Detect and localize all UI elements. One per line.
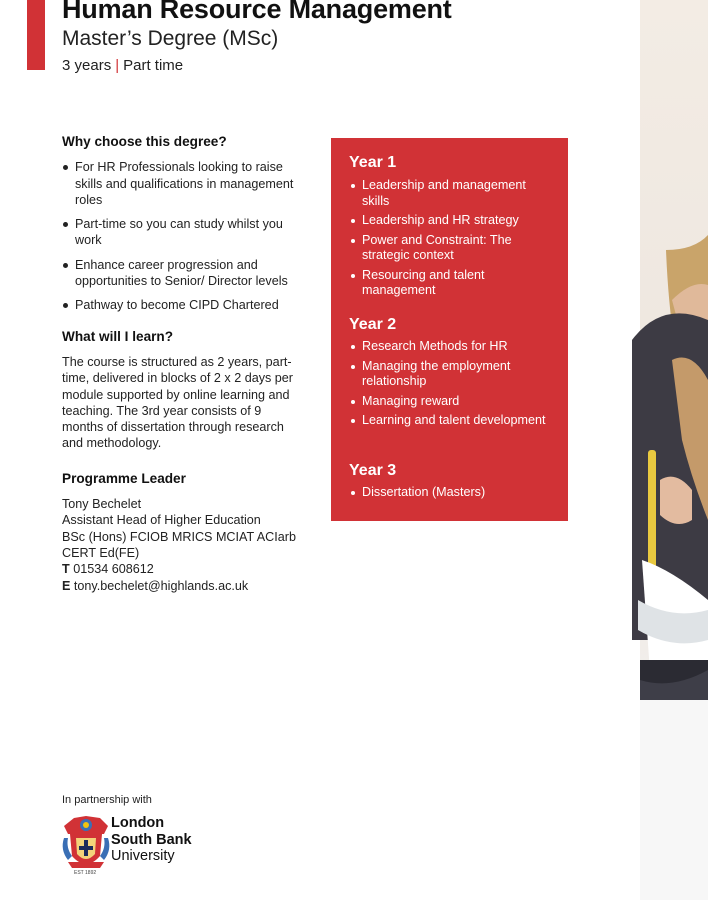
why-list [62,159,302,313]
why-item: Enhance career progression and opportunities to Senior/ Director levels [62,257,302,290]
module-item: Research Methods for HR [349,339,554,355]
leader-email [62,578,302,594]
year-3-heading: Year 3 [349,462,397,479]
lsbu-wordmark [111,815,192,865]
module-item: Managing the employment relationship [349,359,554,390]
module-item: Leadership and management skills [349,178,554,209]
learn-text: The course is structured as 2 years, part-time, delivered in blocks of 2 x 2 days per module supported by online learning and teaching. The 3rd year consists of 9 months of dissertation through research and methodology. [62,354,293,451]
logo-line-3: University [111,848,175,864]
leader-role: Assistant Head of Higher Education [62,513,261,528]
logo-line-2: South Bank [111,831,192,848]
leader-name: Tony Bechelet [62,497,142,512]
year-1-modules [349,178,554,303]
module-item: Power and Constraint: The strategic context [349,233,554,264]
degree-subtitle: Master’s Degree (MSc) [62,27,279,50]
student-photo [632,0,708,900]
email-label: E [62,578,71,593]
email-link[interactable]: tony.bechelet@highlands.ac.uk [73,578,249,593]
learn-section [62,329,302,452]
module-item: Learning and talent development [349,413,554,429]
why-heading: Why choose this degree? [62,134,227,149]
year-1-heading: Year 1 [349,154,397,171]
logo-est-date: EST 1892 [74,870,97,876]
leader-qualifications: BSc (Hons) FCIOB MRICS MCIAT ACIarb CERT Ed(FE) [62,529,296,560]
module-item: Dissertation (Masters) [349,485,554,501]
duration: 3 years [62,57,112,74]
course-meta [62,57,183,74]
why-item: Pathway to become CIPD Chartered [62,297,302,313]
meta-separator: | [115,57,120,74]
study-mode: Part time [123,57,184,74]
module-item: Resourcing and talent management [349,268,554,299]
accent-bar [27,0,45,70]
phone-label: T [62,562,70,577]
page-title: Human Resource Management [62,0,452,24]
partner-label: In partnership with [62,794,152,806]
leader-section [62,471,302,594]
curriculum-box [331,138,568,521]
why-item: Part-time so you can study whilst you work [62,216,302,249]
why-item: For HR Professionals looking to raise skills and qualifications in management roles [62,159,302,208]
left-column [62,134,302,594]
module-item: Leadership and HR strategy [349,213,554,229]
year-2-heading: Year 2 [349,316,397,333]
phone-number: 01534 608612 [73,562,154,577]
leader-heading: Programme Leader [62,470,186,486]
year-2-modules [349,339,554,433]
learn-heading: What will I learn? [62,328,174,344]
logo-line-1: London [111,815,165,831]
module-item: Managing reward [349,394,554,410]
year-3-modules [349,485,554,505]
leader-phone [62,561,302,577]
